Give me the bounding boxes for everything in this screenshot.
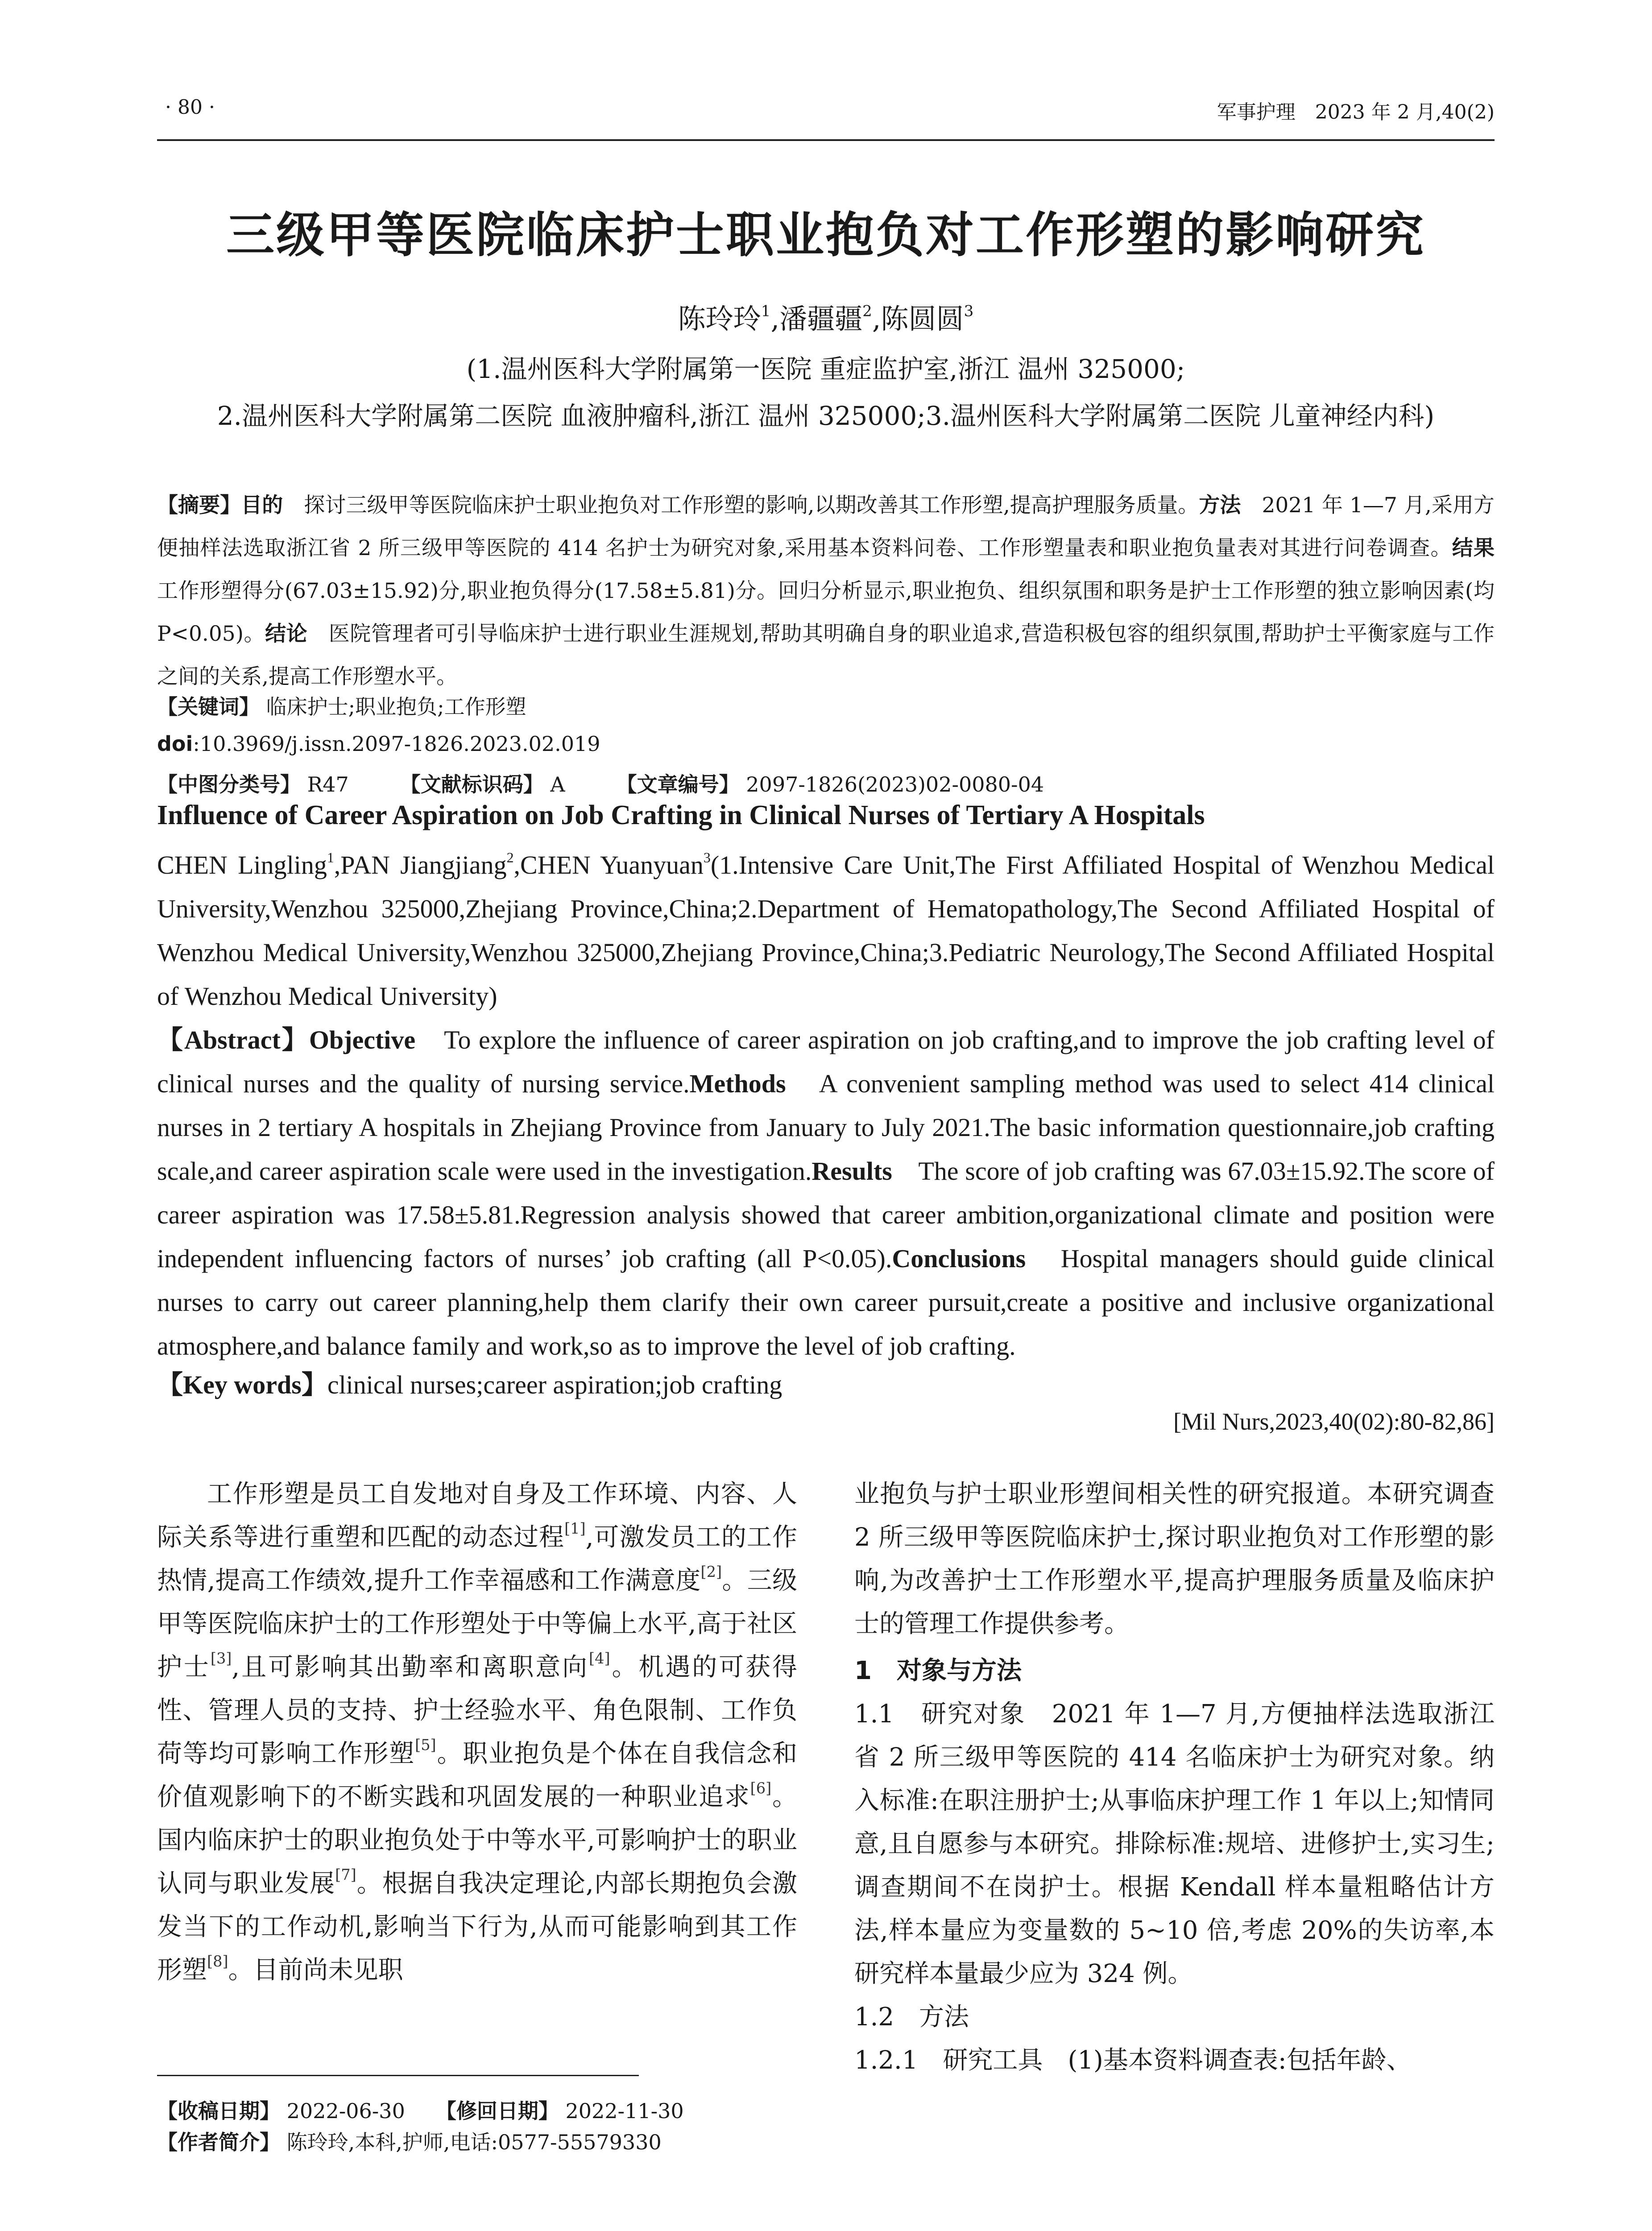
affiliations-en: (1.Intensive Care Unit,The First Affiliated Hospital of Wenzhou Medical University,Wenzhou 325000,Zhejiang Province,China;2.Department of Hematopathology,The Second Affiliated Hospital of Wenzhou Medical University,Wenzhou 325000,Zhejiang Province,China;3.Pediatric Neurology,The Second Affiliated Hospital of Wenzhou Medical University) <box>157 850 1495 1011</box>
dates-footnote <box>157 2095 684 2124</box>
objective-en-text: To explore the influence of career aspiration on job crafting,and to improve the job crafting level of clinical nurses and the quality of nursing service. <box>157 1025 1495 1098</box>
reference-mark: [7] <box>335 1866 356 1884</box>
reference-mark: [6] <box>750 1779 772 1797</box>
body-text: 。根据自我决定理论,内部长期抱负会激发当下的工作动机,影响当下行为,从而可能影响到其工作形塑 <box>157 1869 797 1985</box>
affil-mark: 3 <box>964 302 974 320</box>
author-name: ,陈圆圆 <box>872 303 964 335</box>
results-label: 结果 <box>1452 536 1495 560</box>
subsection-text: 2021 年 1—7 月,方便抽样法选取浙江省 2 所三级甲等医院的 414 名临床护士为研究对象。纳入标准:在职注册护士;从事临床护理工作 1 年以上;知情同意,且自愿参与本研究。排除标准:规培、进修护士,实习生;调查期间不在岗护士。根据 Kendall 样本量粗略估计方法,样本量应为变量数的 5~10 倍,考虑 20%的失访率,本研究样本量最少应为 324 例。 <box>854 1700 1495 1988</box>
subsection-1-2-1 <box>854 2039 1495 2082</box>
body-right-column <box>854 1472 1495 2082</box>
header-rule <box>157 139 1495 141</box>
doc-code-value: A <box>550 772 565 796</box>
methods-text: 2021 年 1—7 月,采用方便抽样法选取浙江省 2 所三级甲等医院的 414 名护士为研究对象,采用基本资料问卷、工作形塑量表和职业抱负量表对其进行问卷调查。 <box>157 493 1495 560</box>
doc-code-label: 【文献标识码】 <box>410 772 544 796</box>
objective-text: 探讨三级甲等医院临床护士职业抱负对工作形塑的影响,以期改善其工作形塑,提高护理服务质量。 <box>304 493 1199 518</box>
section-heading-1: 1 对象与方法 <box>854 1656 1022 1685</box>
authors-cn <box>157 297 1495 336</box>
methods-label: 方法 <box>1199 493 1241 518</box>
intro-paragraph <box>157 1472 797 1992</box>
reference-mark: [8] <box>207 1953 228 1970</box>
article-number-label: 【文章编号】 <box>626 772 740 796</box>
author-name: ,潘疆疆 <box>770 303 863 335</box>
affil-mark: 3 <box>703 850 711 866</box>
conclusions-en-label: Conclusions <box>892 1244 1026 1273</box>
body-text: 。三级甲等医院临床护士的工作形塑处于中等偏上水平,高于社区护士 <box>157 1566 797 1682</box>
reference-mark: [1] <box>564 1520 586 1538</box>
keywords-text: 临床护士;职业抱负;工作形塑 <box>266 695 526 719</box>
revised-date: 2022-11-30 <box>565 2099 684 2123</box>
doi-line <box>157 732 600 756</box>
author-footnote <box>157 2126 662 2156</box>
results-en-text: The score of job crafting was 67.03±15.92.The score of career aspiration was 17.58±5.81.Regression analysis showed that career ambition,organizational climate and position were independent influencing factors of nurses’ job crafting (all P<0.05). <box>157 1157 1495 1273</box>
footnote-rule <box>157 2075 639 2076</box>
article-title-en: Influence of Career Aspiration on Job Crafting in Clinical Nurses of Tertiary A Hospitals <box>157 800 1205 830</box>
author-bio-label: 【作者简介】 <box>157 2130 280 2154</box>
body-text: ,且可影响其出勤率和离职意向 <box>232 1653 589 1682</box>
affil-mark: 1 <box>761 302 771 320</box>
subsection-text: (1)基本资料调查表:包括年龄、 <box>1043 2046 1412 2075</box>
body-text: 。机遇的可获得性、管理人员的支持、护士经验水平、角色限制、工作负荷等均可影响工作形塑 <box>157 1653 798 1768</box>
author-name-en: ,PAN Jiangjiang <box>334 850 507 879</box>
reference-mark: [3] <box>210 1650 232 1667</box>
affiliation-line-2: 2.温州医科大学附属第二医院 血液肿瘤科,浙江 温州 325000;3.温州医科大学附属第二医院 儿童神经内科) <box>217 401 1435 431</box>
citation: [Mil Nurs,2023,40(02):80-82,86] <box>1173 1408 1495 1435</box>
author-name-en: CHEN Lingling <box>157 850 327 879</box>
results-text: 工作形塑得分(67.03±15.92)分,职业抱负得分(17.58±5.81)分。回归分析显示,职业抱负、组织氛围和职务是护士工作形塑的独立影响因素(均 P<0.05)。 <box>157 579 1495 646</box>
keywords-label: 【关键词】 <box>157 695 260 719</box>
article-title-cn: 三级甲等医院临床护士职业抱负对工作形塑的影响研究 <box>226 207 1425 263</box>
subsection-1-2: 1.2 方法 <box>854 2003 969 2032</box>
affil-mark: 2 <box>862 302 872 320</box>
results-en-label: Results <box>812 1157 892 1186</box>
keywords-en-text: clinical nurses;career aspiration;job crafting <box>327 1370 783 1399</box>
author-bio: 陈玲玲,本科,护师,电话:0577-55579330 <box>286 2130 662 2154</box>
methods-en-text: A convenient sampling method was used to select 414 clinical nurses in 2 tertiary A hospitals in Zhejiang Province from January to July 2021.The basic information questionnaire,job crafting scale,and career aspiration scale were used in the investigation. <box>157 1069 1495 1186</box>
objective-label: 目的 <box>241 493 283 518</box>
affil-mark: 1 <box>327 850 334 866</box>
article-number-value: 2097-1826(2023)02-0080-04 <box>746 772 1044 796</box>
objective-en-label: Objective <box>309 1025 416 1054</box>
reference-mark: [4] <box>589 1650 610 1667</box>
clc-label: 【中图分类号】 <box>157 772 301 796</box>
revised-label: 【修回日期】 <box>446 2099 559 2123</box>
doi-label: doi <box>157 732 193 756</box>
abstract-cn <box>157 484 1495 698</box>
received-date: 2022-06-30 <box>286 2099 405 2123</box>
authors-en <box>157 843 1495 1018</box>
affil-mark: 2 <box>506 850 514 866</box>
author-name-en: ,CHEN Yuanyuan <box>513 850 704 879</box>
classification-line <box>157 768 1044 798</box>
keywords-en-label: 【Key words】 <box>157 1370 327 1399</box>
doi-text: :10.3969/j.issn.2097-1826.2023.02.019 <box>193 732 600 756</box>
methods-en-label: Methods <box>689 1069 786 1098</box>
conclusions-en-text: Hospital managers should guide clinical nurses to carry out career planning,help them clarify their own career pursuit,create a positive and inclusive organizational atmosphere,and balance family and work,so as to improve the level of job crafting. <box>157 1244 1495 1360</box>
continued-paragraph: 业抱负与护士职业形塑间相关性的研究报道。本研究调查 2 所三级甲等医院临床护士,探讨职业抱负对工作形塑的影响,为改善护士工作形塑水平,提高护理服务质量及临床护士的管理工作提供参考。 <box>854 1480 1495 1638</box>
page-number: · 80 · <box>165 96 215 119</box>
received-label: 【收稿日期】 <box>157 2099 280 2123</box>
body-text: 。国内临床护士的职业抱负处于中等水平,可影响护士的职业认同与职业发展 <box>157 1783 798 1898</box>
affiliation-line-1: (1.温州医科大学附属第一医院 重症监护室,浙江 温州 325000; <box>466 354 1185 384</box>
subsection-1-1 <box>854 1692 1495 1995</box>
abstract-en-label: 【Abstract】 <box>157 1025 309 1054</box>
keywords-cn <box>157 691 526 720</box>
subsection-label: 1.2.1 研究工具 <box>854 2046 1043 2075</box>
body-text: 。职业抱负是个体在自我信念和价值观影响下的不断实践和巩固发展的一种职业追求 <box>157 1739 798 1812</box>
body-text: 。目前尚未见职 <box>228 1956 403 1985</box>
body-text: ,可激发员工的工作热情,提高工作绩效,提升工作幸福感和工作满意度 <box>157 1523 797 1595</box>
abstract-en <box>157 1018 1495 1368</box>
body-left-column <box>157 1472 797 1992</box>
journal-running-head: 军事护理 2023 年 2 月,40(2) <box>1217 101 1495 124</box>
reference-mark: [2] <box>700 1563 722 1581</box>
keywords-en <box>157 1363 1495 1407</box>
author-name: 陈玲玲 <box>678 303 761 335</box>
clc-value: R47 <box>307 772 349 796</box>
subsection-label: 1.1 研究对象 <box>854 1700 1026 1729</box>
conclusion-text: 医院管理者可引导临床护士进行职业生涯规划,帮助其明确自身的职业追求,营造积极包容的组织氛围,帮助护士平衡家庭与工作之间的关系,提高工作形塑水平。 <box>157 622 1495 689</box>
conclusion-label: 结论 <box>265 622 308 646</box>
reference-mark: [5] <box>415 1736 436 1754</box>
abstract-label: 【摘要】 <box>157 493 241 518</box>
body-text: 工作形塑是员工自发地对自身及工作环境、内容、人际关系等进行重塑和匹配的动态过程 <box>157 1480 797 1552</box>
